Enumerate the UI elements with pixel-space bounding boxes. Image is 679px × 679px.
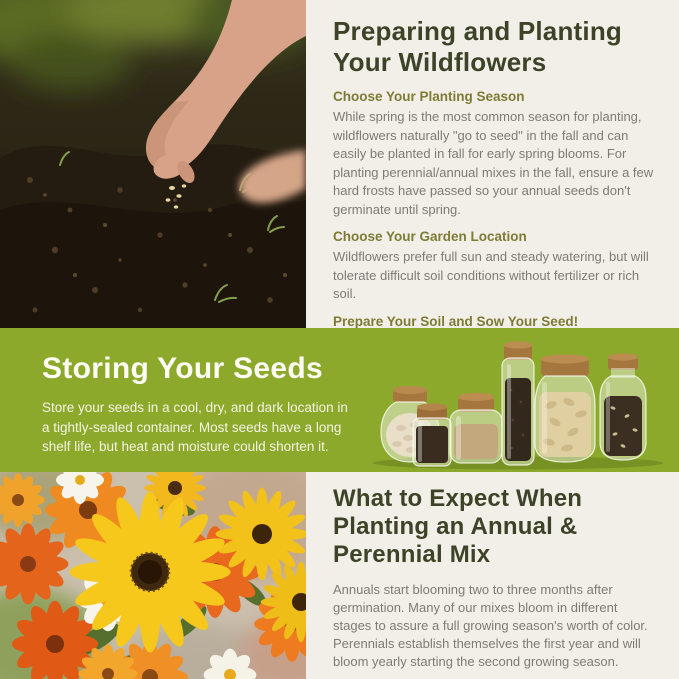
storing-seeds-band <box>0 328 679 472</box>
jar-chia-tall <box>502 341 534 465</box>
bottom-section <box>0 472 679 679</box>
bottom-section-title: What to Expect When Planting an Annual & Perennial Mix <box>333 485 583 568</box>
subsection-garden-location-body: Wildflowers prefer full sun and steady watering, but will tolerate difficult soil conditions without fertilizer or rich soil. <box>333 249 649 301</box>
jar-tan-seeds <box>450 393 502 463</box>
bottom-content <box>306 472 679 679</box>
page-title: Preparing and Planting Your Wildflowers <box>333 16 622 77</box>
seed-jars-illustration <box>363 330 673 470</box>
subsection-planting-season-body: While spring is the most common season for planting, wildflowers naturally "go to seed" in the fall and can easily be planted in fall for early spring blooms. For planting perennial/annual mixes in the fall, ensure a few hard frosts have passed so your annual seeds don't germinate until spring. <box>333 109 654 217</box>
subsection-garden-location <box>333 228 659 304</box>
top-content <box>306 0 679 328</box>
soil-planting-photo <box>0 0 306 328</box>
flower-bouquet-photo <box>0 472 306 679</box>
top-section <box>0 0 679 328</box>
storing-band-title: Storing Your Seeds <box>42 352 324 385</box>
storing-band-content <box>42 352 357 457</box>
jar-dark-seeds-small <box>413 403 451 466</box>
jar-pumpkin-seeds <box>535 355 595 463</box>
subsection-planting-season <box>333 88 659 219</box>
flower-bouquet-illustration <box>0 472 306 679</box>
soil-photo-illustration <box>0 0 306 328</box>
storing-band-body: Store your seeds in a cool, dry, and dark location in a tightly-sealed container. Most seeds have a long shelf life, but heat and moisture could shorten it. <box>42 400 348 454</box>
subsection-planting-season-title: Choose Your Planting Season <box>333 89 525 104</box>
seed-jars-photo <box>363 330 673 470</box>
subsection-prepare-soil-title: Prepare Your Soil and Sow Your Seed! <box>333 313 579 329</box>
jar-sunflower-seeds <box>600 353 646 460</box>
subsection-garden-location-title: Choose Your Garden Location <box>333 229 527 244</box>
bottom-section-body: Annuals start blooming two to three months after germination. Many of our mixes bloom in different stages to assure a full growing season's worth of color. Perennials establish themselves the first year and will bloom yearly starting the second growing season. <box>333 582 648 669</box>
